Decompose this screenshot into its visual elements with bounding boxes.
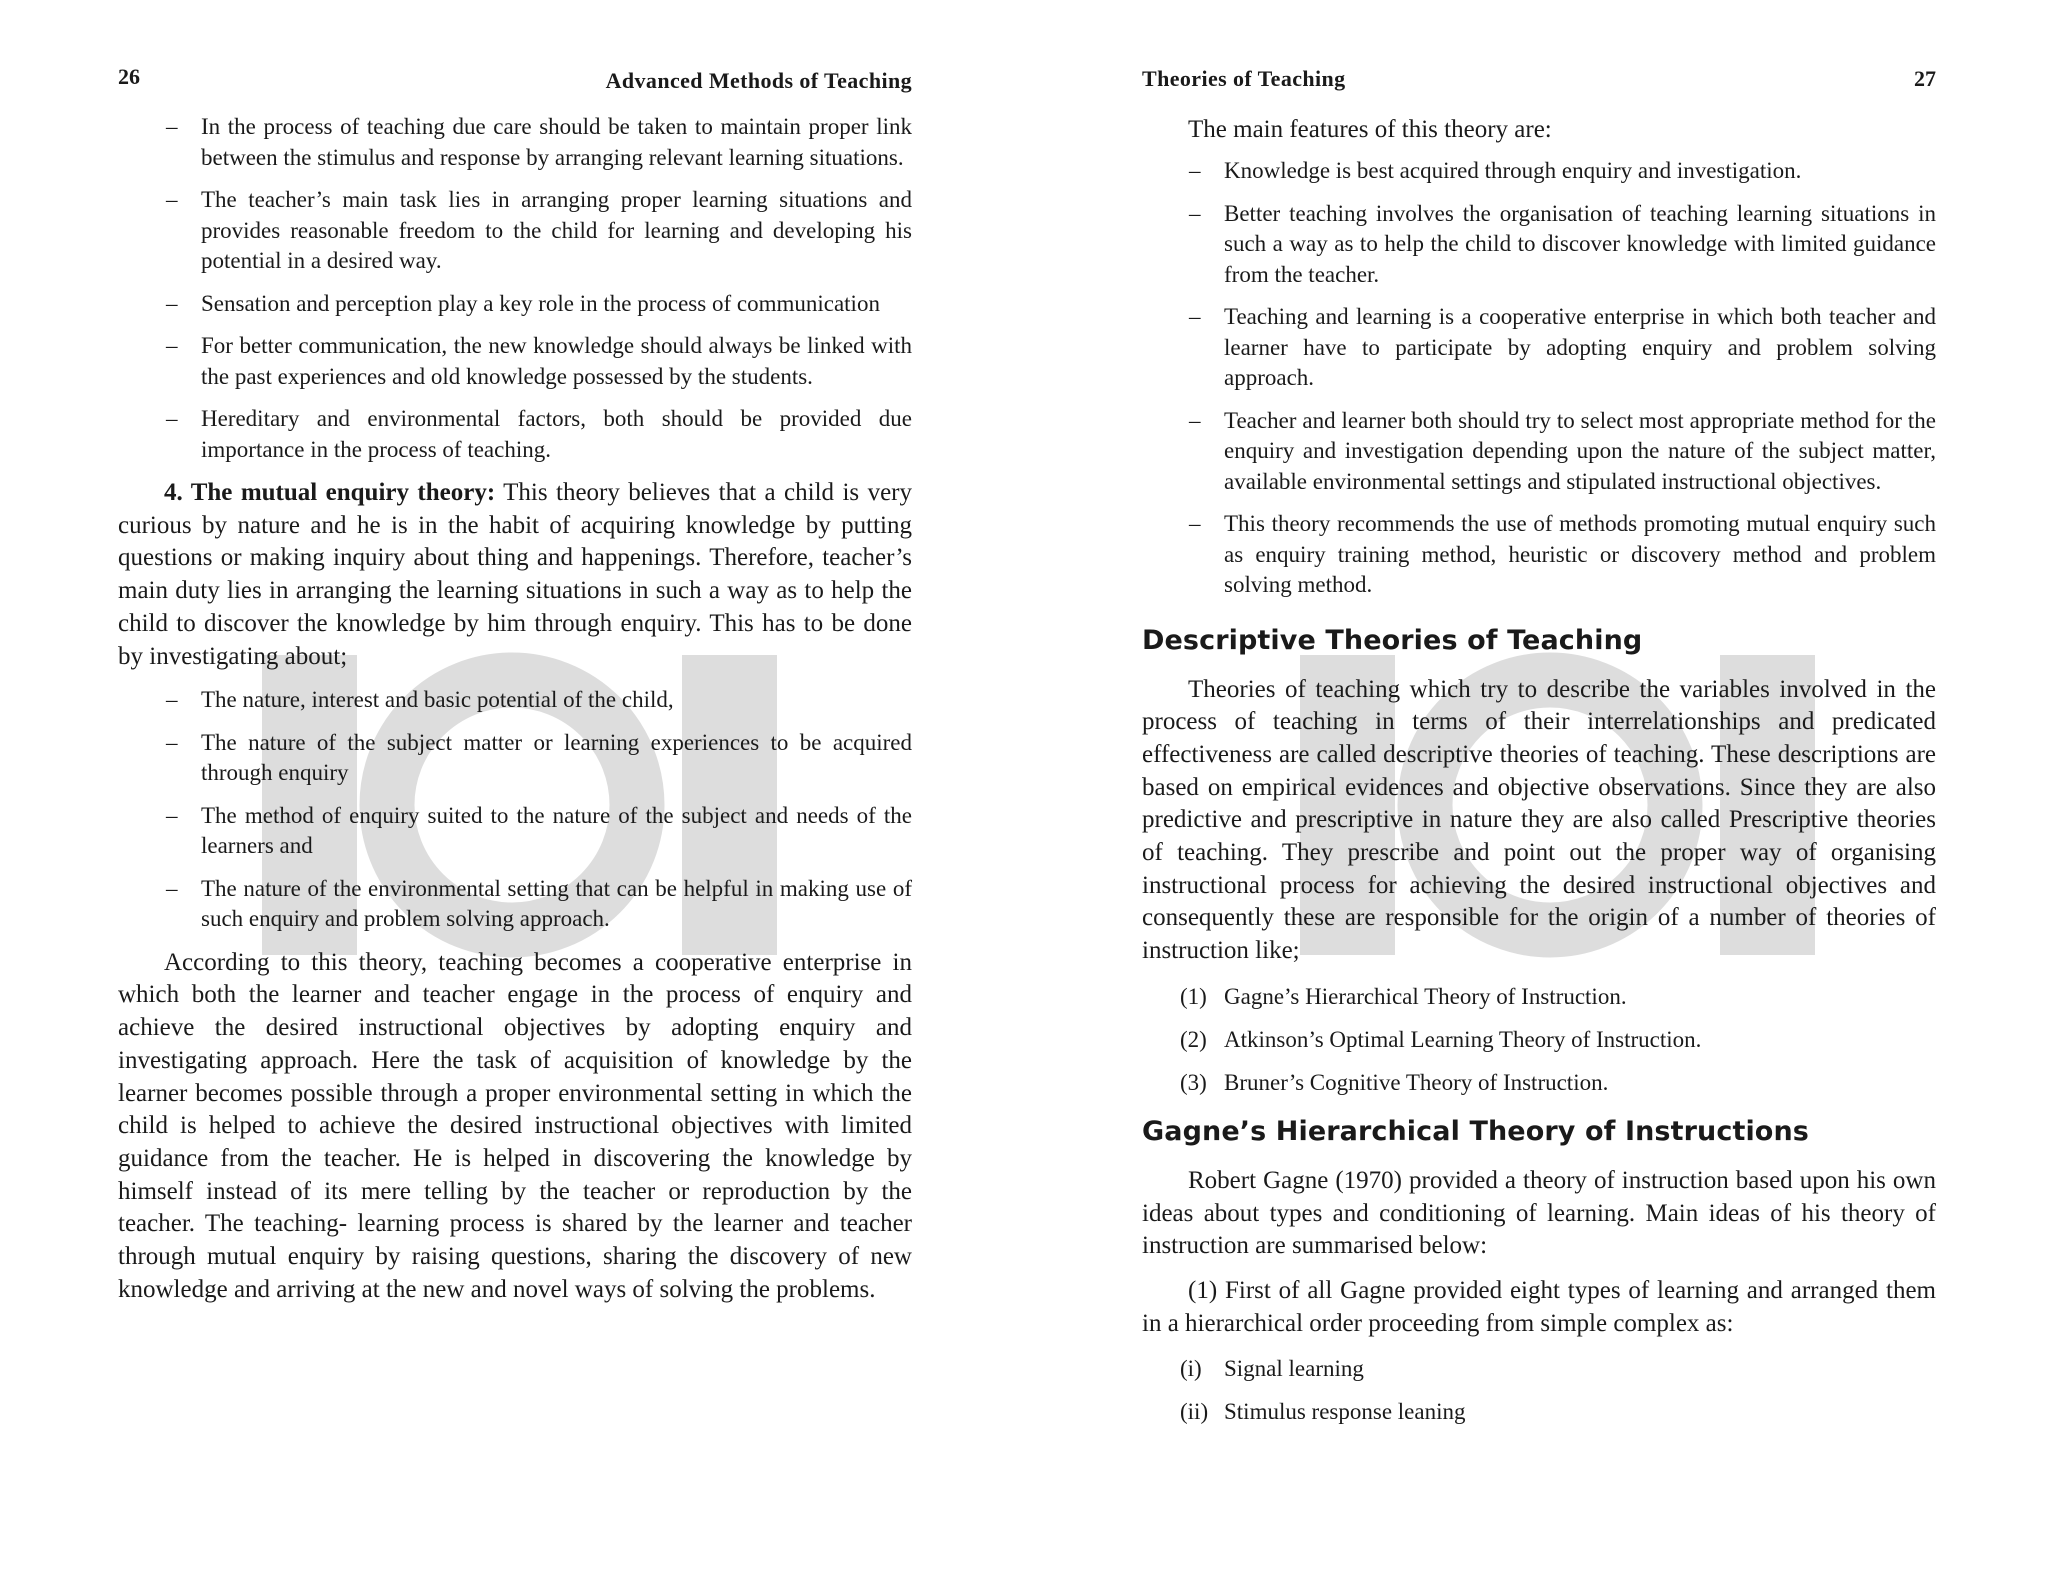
left-page bbox=[118, 0, 912, 1303]
list-item: – Teaching and learning is a cooperative enterprise in which both teacher and learner have to participate by adopting enquiry and problem solving approach. bbox=[1189, 304, 1936, 390]
learning-types-list bbox=[1142, 1354, 1936, 1427]
list-item: – The nature of the subject matter or learning experiences to be acquired through enquiry bbox=[166, 729, 912, 786]
left-page-content bbox=[118, 112, 912, 1306]
list-item: – In the process of teaching due care should be taken to maintain proper link between the stimulus and response by arranging relevant learning situations. bbox=[166, 114, 912, 170]
list-item: – For better communication, the new knowledge should always be linked with the past experiences and old knowledge possessed by the students. bbox=[166, 333, 912, 389]
list-item: – Knowledge is best acquired through enquiry and investigation. bbox=[1189, 158, 1802, 183]
list-item: – The teacher’s main task lies in arranging proper learning situations and provides reasonable freedom to the child for learning and developing his potential in a desired way. bbox=[166, 187, 912, 273]
gagne-paragraph-1: Robert Gagne (1970) provided a theory of instruction based upon his own ideas about types and conditioning of learning. Main ideas of his theory of instruction are summarised below: bbox=[1142, 1166, 1936, 1260]
list-item: – The nature of the environmental setting that can be helpful in making use of such enquiry and problem solving approach. bbox=[166, 875, 912, 932]
section-heading-descriptive: Descriptive Theories of Teaching bbox=[1142, 624, 1643, 656]
list-item: – Better teaching involves the organisation of teaching learning situations in such a way as to help the child to discover knowledge with limited guidance from the teacher. bbox=[1189, 200, 1936, 287]
right-page-header bbox=[1142, 0, 1936, 91]
running-title: Theories of Teaching bbox=[1142, 66, 1346, 91]
running-title: Advanced Methods of Teaching bbox=[605, 68, 912, 93]
bullet-list-enquiry bbox=[118, 685, 912, 935]
list-item: (i) Signal learning bbox=[1180, 1356, 1364, 1382]
mutual-enquiry-heading: 4. The mutual enquiry theory: bbox=[164, 479, 496, 506]
theories-list bbox=[1142, 982, 1936, 1098]
list-item: – The method of enquiry suited to the nature of the subject and needs of the learners and bbox=[166, 802, 912, 859]
section-heading-gagne: Gagne’s Hierarchical Theory of Instructions bbox=[1142, 1115, 1809, 1147]
list-item: (ii) Stimulus response leaning bbox=[1180, 1399, 1466, 1425]
right-page-content bbox=[1142, 114, 1936, 1440]
bullet-list-principles bbox=[118, 112, 912, 465]
mutual-enquiry-paragraph: 4. The mutual enquiry theory: This theory believes that a child is very curious by nature and he is in the habit of acquiring knowledge by putting questions or making inquiry about thing and happenings. Therefore, teacher’s main duty lies in arranging the learning situations in such a way as to help the child to discover the knowledge by him through enquiry. This has to be done by investigating about; bbox=[118, 479, 912, 670]
gagne-paragraph-2: (1) First of all Gagne provided eight types of learning and arranged them in a hierarchical order proceeding from simple complex as: bbox=[1142, 1276, 1936, 1337]
list-item: – Sensation and perception play a key role in the process of communication bbox=[166, 290, 880, 316]
list-item: (1) Gagne’s Hierarchical Theory of Instruction. bbox=[1180, 983, 1627, 1009]
list-item: (2) Atkinson’s Optimal Learning Theory of Instruction. bbox=[1180, 1026, 1702, 1052]
features-lead: The main features of this theory are: bbox=[1188, 116, 1552, 143]
list-item: (3) Bruner’s Cognitive Theory of Instruction. bbox=[1180, 1069, 1609, 1095]
page-number: 26 bbox=[118, 64, 140, 89]
list-item: – The nature, interest and basic potential of the child, bbox=[166, 687, 674, 713]
list-item: – This theory recommends the use of methods promoting mutual enquiry such as enquiry training method, heuristic or discovery method and problem solving method. bbox=[1189, 511, 1936, 597]
bullet-list-features bbox=[1142, 156, 1936, 601]
page-number: 27 bbox=[1914, 66, 1936, 91]
descriptive-paragraph: Theories of teaching which try to describe the variables involved in the process of teaching in terms of their interrelationships and predicated effectiveness are called descriptive theories of teaching. These descriptions are based on empirical evidences and objective observations. Since they are also predictive and prescriptive in nature they are also called Prescriptive theories of teaching. They prescribe and point out the proper way of organising instructional process for achieving the desired instructional objectives and consequently these are responsible for the origin of a number of theories of instruction like; bbox=[1142, 675, 1936, 965]
left-page-header bbox=[118, 0, 912, 93]
list-item: – Teacher and learner both should try to select most appropriate method for the enquiry and investigation depending upon the nature of the subject matter, available environmental settings and stipulated instructional objectives. bbox=[1189, 407, 1936, 494]
right-page bbox=[1142, 0, 1936, 1425]
closing-paragraph: According to this theory, teaching becomes a cooperative enterprise in which both the learner and teacher engage in the process of enquiry and achieve the desired instructional objectives by adopting enquiry and investigating approach. Here the task of acquisition of knowledge by the learner becomes possible through a proper environmental setting in which the child is helped to achieve the desired instructional objectives with limited guidance from the teacher. He is helped in discovering the knowledge by himself instead of its mere telling by the teacher or reproduction by the teacher. The teaching- learning process is shared by the learner and teacher through mutual enquiry by raising questions, sharing the discovery of new knowledge and arriving at the new and novel ways of solving the problems. bbox=[118, 948, 912, 1303]
list-item: – Hereditary and environmental factors, both should be provided due importance in the process of teaching. bbox=[166, 406, 912, 462]
